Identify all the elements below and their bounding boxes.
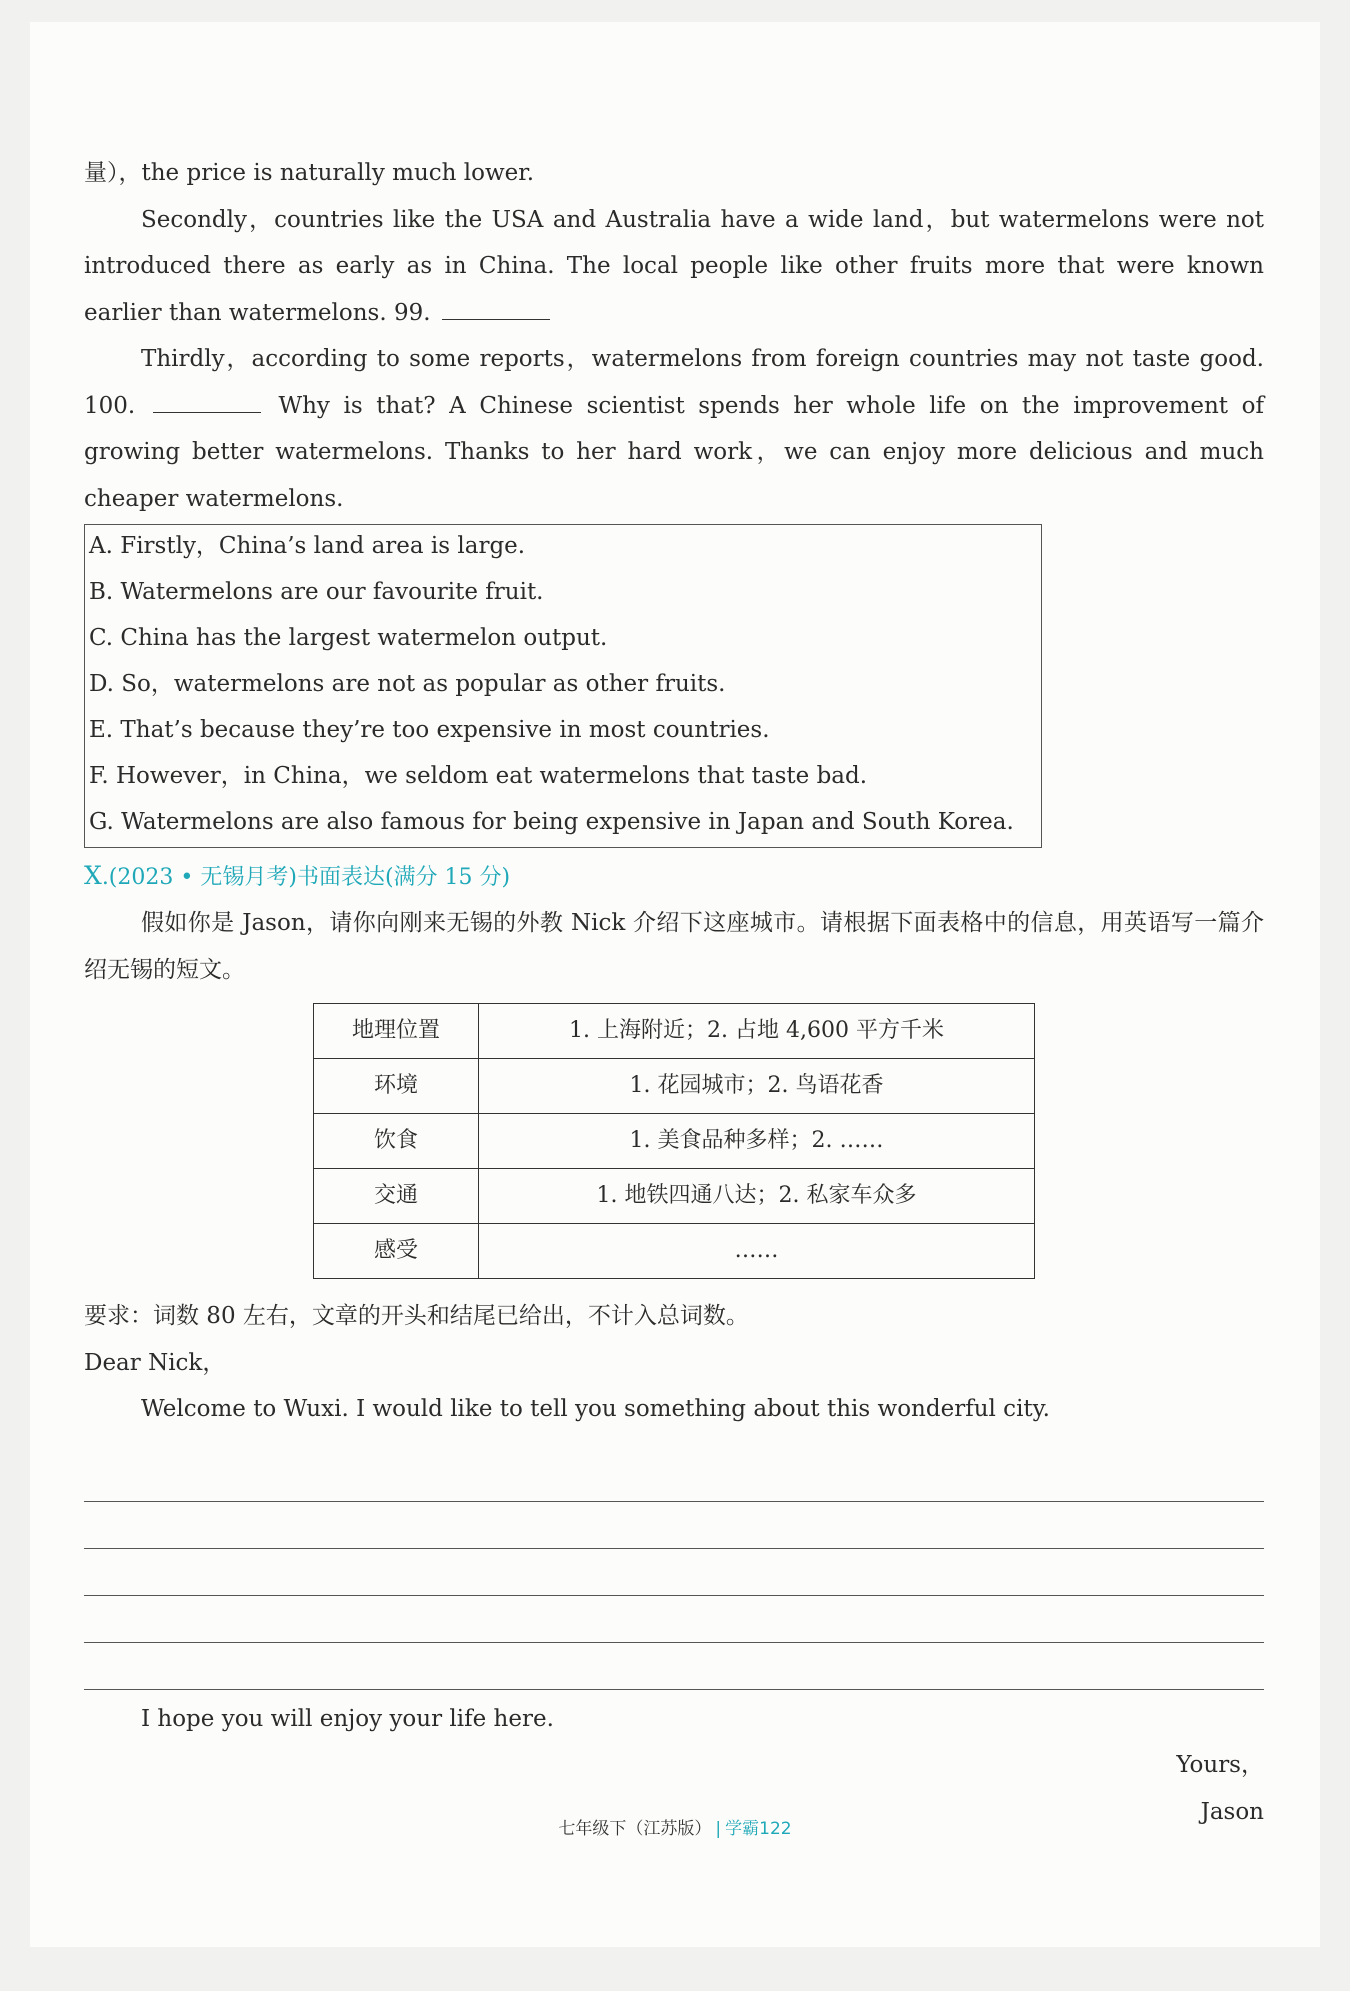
table-value: 1. 美食品种多样；2. ……: [479, 1114, 1035, 1169]
table-row: [314, 1169, 1035, 1224]
option-e: E. That’s because they’re too expensive in most countries.: [89, 717, 770, 743]
page-footer: [30, 1814, 1320, 1839]
answer-blank-99[interactable]: [442, 295, 550, 320]
page-content: [84, 150, 1264, 1835]
footer-separator: |: [715, 1819, 722, 1839]
option-c: C. China has the largest watermelon output.: [89, 625, 608, 651]
passage-paragraph-2: [84, 197, 1264, 337]
table-row: [314, 1114, 1035, 1169]
letter-closing: I hope you will enjoy your life here.: [141, 1705, 554, 1732]
table-key: 饮食: [314, 1114, 479, 1169]
writing-line[interactable]: [84, 1455, 1264, 1502]
section-heading: [84, 854, 1264, 900]
footer-grade: 七年级下（江苏版）: [558, 1819, 712, 1839]
table-value: ……: [479, 1224, 1035, 1279]
table-key: 感受: [314, 1224, 479, 1279]
writing-line[interactable]: [84, 1502, 1264, 1549]
letter-greeting: Dear Nick，: [84, 1349, 226, 1376]
writing-line[interactable]: [84, 1549, 1264, 1596]
table-value: 1. 地铁四通八达；2. 私家车众多: [479, 1169, 1035, 1224]
writing-line[interactable]: [84, 1596, 1264, 1643]
question-number-100: 100.: [84, 392, 136, 419]
passage-paragraph-2-text: Secondly，countries like the USA and Australia have a wide land，but watermelons were not introduced there as early as in China. The local people like other fruits more that were known earlier than watermelons. 99.: [84, 206, 1264, 326]
writing-line[interactable]: [84, 1643, 1264, 1690]
section-number: X: [84, 861, 102, 890]
passage-paragraph-3: [84, 336, 1264, 522]
table-key: 地理位置: [314, 1004, 479, 1059]
table-value: 1. 花园城市；2. 鸟语花香: [479, 1059, 1035, 1114]
passage-paragraph-3-lead: Thirdly，according to some reports，watermelons from foreign countries may not taste good.: [141, 346, 1264, 372]
table-key: 交通: [314, 1169, 479, 1224]
table-key: 环境: [314, 1059, 479, 1114]
option-f: F. However，in China，we seldom eat watermelons that taste bad.: [89, 763, 868, 789]
letter-signature: Jason: [1200, 1798, 1264, 1825]
table-row: [314, 1224, 1035, 1279]
table-row: [314, 1004, 1035, 1059]
option-b: B. Watermelons are our favourite fruit.: [89, 579, 544, 605]
letter-opening: Welcome to Wuxi. I would like to tell you something about this wonderful city.: [141, 1396, 1050, 1422]
footer-brand: 学霸: [725, 1819, 760, 1839]
writing-lines: [84, 1455, 1264, 1690]
page-number: 122: [759, 1819, 792, 1839]
section-title: 书面表达(满分 15 分): [296, 865, 511, 890]
options-box: [84, 524, 1042, 848]
writing-prompt: 假如你是 Jason，请你向刚来无锡的外教 Nick 介绍下这座城市。请根据下面表格中的信息，用英语写一篇介绍无锡的短文。: [84, 910, 1264, 983]
letter-signoff: Yours，: [1176, 1752, 1264, 1778]
option-g: G. Watermelons are also famous for being expensive in Japan and South Korea.: [89, 809, 1014, 835]
passage-paragraph-3-rest: Why is that? A Chinese scientist spends her whole life on the improvement of growing better watermelons. Thanks to her hard work，we can enjoy more delicious and much cheaper watermelons.: [84, 392, 1265, 512]
table-value: 1. 上海附近；2. 占地 4,600 平方千米: [479, 1004, 1035, 1059]
table-row: [314, 1059, 1035, 1114]
passage-paragraph-1: 量），the price is naturally much lower.: [84, 160, 535, 186]
option-a: A. Firstly，China’s land area is large.: [89, 533, 526, 559]
worksheet-page: [30, 22, 1320, 1947]
info-table: [313, 1003, 1035, 1279]
section-source: .(2023 • 无锡月考): [101, 865, 297, 890]
answer-blank-100[interactable]: [153, 388, 261, 413]
option-d: D. So，watermelons are not as popular as other fruits.: [89, 671, 726, 697]
requirement-text: 要求：词数 80 左右，文章的开头和结尾已给出，不计入总词数。: [84, 1303, 749, 1329]
